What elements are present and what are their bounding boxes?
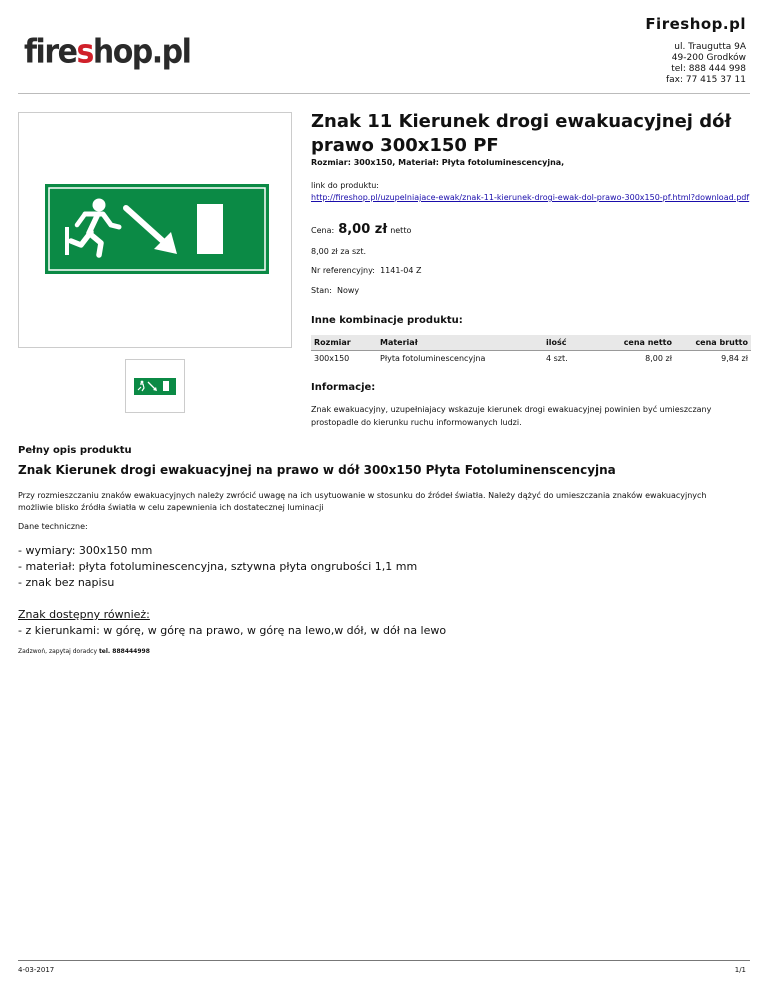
cell-size: 300x150 [314, 354, 350, 363]
product-title: Znak 11 Kierunek drogi ewakuacyjnej dół prawo 300x150 PF [311, 111, 732, 156]
price-label: Cena: [311, 226, 335, 235]
address-fax: fax: 77 415 37 11 [665, 75, 746, 85]
condition-row [311, 286, 359, 295]
evacuation-sign-thumbnail-icon [126, 360, 184, 412]
cell-material: Płyta fotoluminescencyjna [380, 354, 486, 363]
technical-data-label: Dane techniczne: [18, 522, 88, 531]
footer-date: 4-03-2017 [18, 966, 55, 974]
list-item: - wymiary: 300x150 mm [18, 544, 153, 557]
full-description-heading: Pełny opis produktu [18, 445, 132, 456]
page-number: 1/1 [734, 966, 746, 974]
column-gross-price: cena brutto [675, 335, 751, 351]
spec-list [18, 543, 417, 591]
footer-divider [18, 960, 750, 961]
shop-address [666, 42, 746, 86]
address-city: 49-200 Grodków [671, 53, 746, 63]
evacuation-sign-icon [19, 113, 291, 347]
address-phone: tel: 888 444 998 [671, 64, 746, 74]
product-link[interactable]: http://fireshop.pl/uzupelniajace-ewak/znak-11-kierunek-drogi-ewak-dol-prawo-300x150-pf.html?download.pdf [311, 193, 750, 202]
product-link-label: link do produktu: [311, 181, 379, 190]
header-divider [18, 93, 750, 94]
table-row [311, 351, 751, 367]
cell-net-price: 8,00 zł [645, 354, 672, 363]
column-quantity: ilość [543, 335, 599, 351]
list-item: - materiał: płyta fotoluminescencyjna, sztywna płyta ongrubości 1,1 mm [18, 560, 418, 573]
price-suffix: netto [390, 226, 412, 235]
call-advisor-text [18, 648, 150, 655]
column-net-price: cena netto [599, 335, 675, 351]
cell-gross-price: 9,84 zł [721, 354, 748, 363]
price-row [311, 222, 411, 237]
logo-part-3: hop.pl [92, 33, 191, 72]
product-main-image[interactable] [18, 112, 292, 348]
logo-part-2: s [76, 33, 93, 72]
column-material: Materiał [377, 335, 543, 351]
reference-row [311, 266, 422, 275]
combinations-heading: Inne kombinacje produktu: [311, 315, 463, 326]
price-value: 8,00 zł [338, 222, 388, 237]
info-text: Znak ewakuacyjny, uzupełniajacy wskazuje kierunek drogi ewakuacyjnej powinien być umieszczany prostopadle do kierunku ruchu informowanych ludzi. [311, 405, 712, 427]
logo-part-1: fire [24, 33, 77, 72]
list-item: - znak bez napisu [18, 576, 115, 589]
reference-label: Nr referencyjny: [311, 266, 375, 275]
call-label: Zadzwoń, zapytaj doradcy [18, 648, 98, 655]
call-phone: tel. 888444998 [98, 648, 150, 655]
description-product-heading: Znak Kierunek drogi ewakuacyjnej na prawo w dół 300x150 Płyta Fotoluminenscencyjna [18, 463, 616, 477]
shop-name: Fireshop.pl [645, 15, 746, 33]
address-street: ul. Traugutta 9A [674, 42, 746, 52]
condition-value: Nowy [336, 286, 360, 295]
table-header-row [311, 335, 751, 351]
combinations-table [311, 335, 751, 366]
condition-label: Stan: [311, 286, 332, 295]
cell-quantity: 4 szt. [546, 354, 568, 363]
product-thumbnail[interactable] [125, 359, 185, 413]
also-available-text: - z kierunkami: w górę, w górę na prawo, w górę na lewo,w dół, w dół na lewo [18, 624, 447, 637]
column-size: Rozmiar [311, 335, 377, 351]
also-available-heading: Znak dostępny również: [18, 608, 150, 621]
info-heading: Informacje: [311, 382, 376, 393]
reference-value: 1141-04 Z [380, 266, 422, 275]
description-intro: Przy rozmieszczaniu znaków ewakuacyjnych należy zwrócić uwagę na ich usytuowanie w stosunku do źródeł światła. Należy dążyć do umieszczania znaków ewakuacyjnych możliwie blisko źródła światła w celu zapewnienia ich dostatecznej luminacji [18, 491, 707, 512]
unit-price: 8,00 zł za szt. [311, 247, 367, 256]
product-attributes: Rozmiar: 300x150, Materiał: Płyta fotoluminescencyjna, [311, 158, 565, 167]
fireshop-logo[interactable] [24, 33, 190, 72]
